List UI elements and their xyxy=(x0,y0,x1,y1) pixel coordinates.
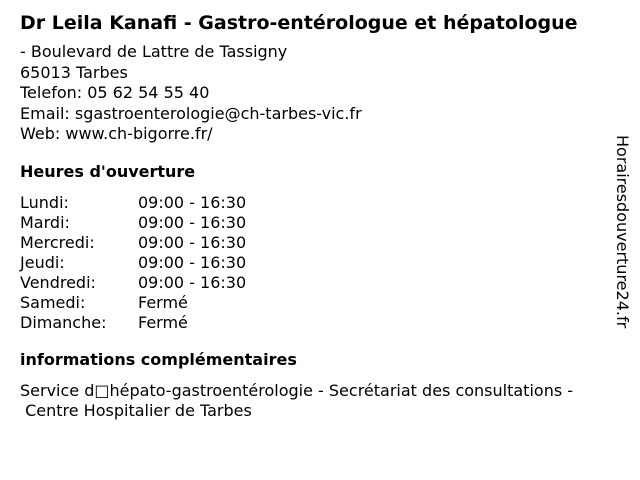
additional-info-text: Service d□hépato-gastroentérologie - Secrétariat des consultations - Centre Hospitalier de Tarbes xyxy=(20,380,574,420)
page-title: Dr Leila Kanafi - Gastro-entérologue et hépatologue xyxy=(20,12,578,34)
hours-row-thursday xyxy=(20,253,610,273)
hours-time: 09:00 - 16:30 xyxy=(138,212,247,232)
address-city: 65013 Tarbes xyxy=(20,62,128,82)
hours-time: 09:00 - 16:30 xyxy=(138,232,247,252)
hours-row-friday xyxy=(20,273,610,293)
hours-row-tuesday xyxy=(20,213,610,233)
contact-block xyxy=(20,42,610,145)
email-line: Email: sgastroenterologie@ch-tarbes-vic.fr xyxy=(20,103,362,123)
hours-day: Mercredi: xyxy=(20,232,95,252)
website-line: Web: www.ch-bigorre.fr/ xyxy=(20,124,213,143)
hours-time: Fermé xyxy=(138,292,188,312)
hours-row-sunday xyxy=(20,313,610,333)
hours-day: Jeudi: xyxy=(20,252,65,272)
opening-hours-heading: Heures d'ouverture xyxy=(20,161,196,181)
hours-time: 09:00 - 16:30 xyxy=(138,192,247,212)
additional-info-heading: informations complémentaires xyxy=(20,349,297,369)
hours-day: Mardi: xyxy=(20,212,70,232)
site-watermark: Horairesdouverture24.fr xyxy=(613,135,632,329)
phone-line: Telefon: 05 62 54 55 40 xyxy=(20,83,210,102)
hours-day: Dimanche: xyxy=(20,312,107,332)
hours-time: 09:00 - 16:30 xyxy=(138,252,247,272)
hours-row-wednesday xyxy=(20,233,610,253)
hours-row-saturday xyxy=(20,293,610,313)
listing-card xyxy=(20,10,610,422)
hours-day: Samedi: xyxy=(20,292,86,312)
hours-time: 09:00 - 16:30 xyxy=(138,272,247,292)
opening-hours-table xyxy=(20,193,610,333)
hours-day: Lundi: xyxy=(20,192,69,212)
hours-row-monday xyxy=(20,193,610,213)
address-street: - Boulevard de Lattre de Tassigny xyxy=(20,42,288,61)
hours-day: Vendredi: xyxy=(20,272,96,292)
hours-time: Fermé xyxy=(138,312,188,332)
